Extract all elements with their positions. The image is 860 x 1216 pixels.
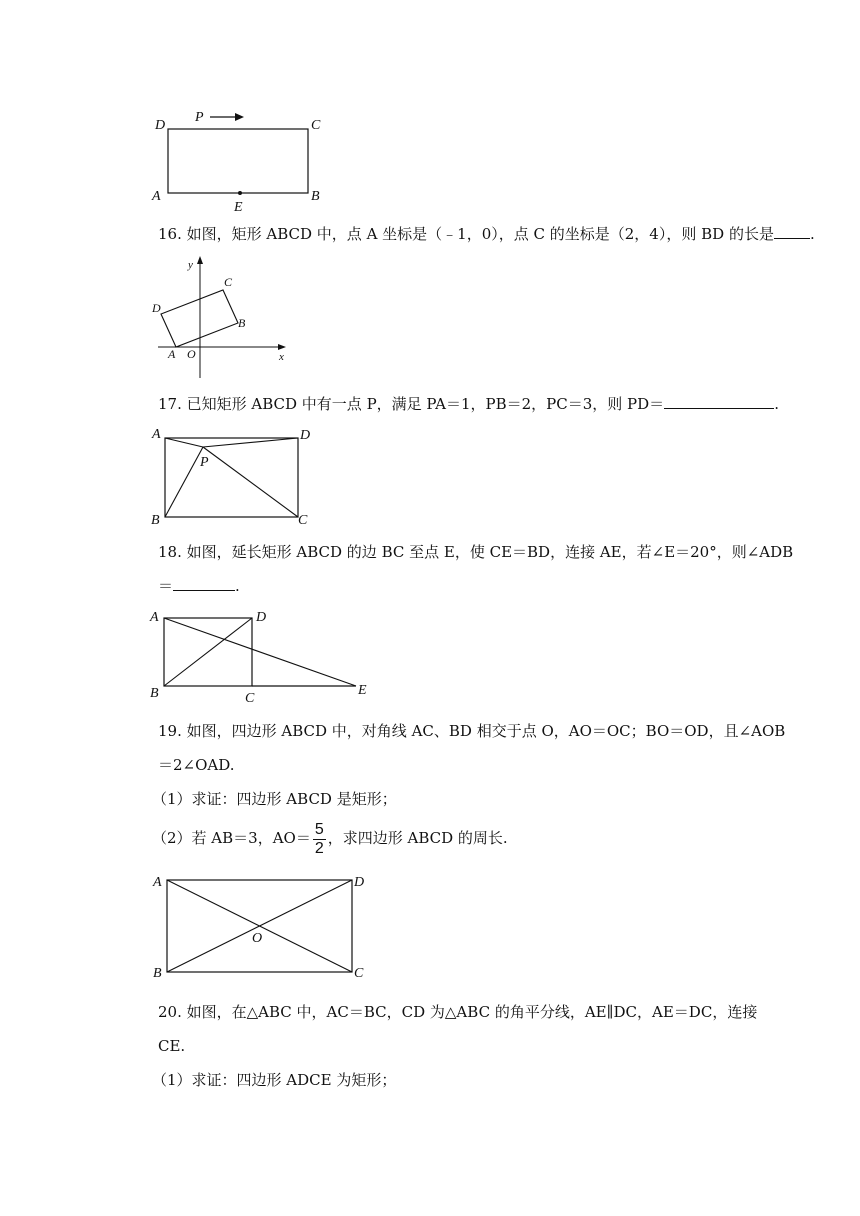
label-b: B: [311, 189, 320, 204]
label-e: E: [234, 200, 243, 215]
segment-pc: [203, 447, 298, 517]
fraction-5-over-2: [313, 821, 326, 858]
label-a: A: [152, 427, 161, 442]
answer-blank-17: [664, 394, 774, 409]
label-d: D: [155, 118, 166, 133]
answer-blank-18: [173, 576, 235, 591]
question-17-end: .: [774, 395, 779, 413]
question-19-part-1: [152, 789, 397, 809]
label-a: A: [150, 610, 159, 625]
question-19-part-2-suffix: ，求四边形 ABCD 的周长.: [327, 829, 508, 847]
question-16-text: 16. 如图，矩形 ABCD 中，点 A 坐标是（﹣1，0），点 C 的坐标是（2，4），则 BD 的长是: [158, 225, 774, 243]
segment-bd: [164, 618, 252, 686]
label-c: C: [245, 691, 255, 706]
figure-q17: [148, 423, 328, 533]
question-18-text: 18. 如图，延长矩形 ABCD 的边 BC 至点 E，使 CE＝BD，连接 AE，若∠E＝20°，则∠ADB: [158, 543, 794, 561]
label-b: B: [238, 316, 246, 330]
question-19-line-2: [158, 755, 235, 775]
arrow-head-icon: [235, 113, 244, 121]
question-20-line-1: [158, 1002, 757, 1022]
figure-q15: [148, 105, 348, 215]
label-a: A: [168, 347, 176, 361]
label-d: D: [354, 875, 365, 890]
figure-q18: [146, 606, 386, 706]
label-b: B: [151, 513, 160, 528]
question-16: [158, 224, 815, 244]
question-18-line-1: [158, 542, 793, 562]
fraction-denominator: 2: [314, 839, 324, 857]
question-19-text: 19. 如图，四边形 ABCD 中，对角线 AC、BD 相交于点 O，AO＝OC；BO＝OD，且∠AOB: [158, 722, 786, 740]
question-20-part-1-text: （1）求证：四边形 ADCE 为矩形；: [152, 1071, 397, 1089]
label-c: C: [311, 118, 321, 133]
label-c: C: [224, 275, 233, 289]
x-axis-arrow-icon: [278, 344, 286, 350]
rectangle-abcd: [168, 129, 308, 193]
answer-blank-16: [774, 224, 810, 239]
question-16-end: .: [809, 225, 815, 243]
fraction-numerator: 5: [314, 820, 324, 838]
question-19-text-2: ＝2∠OAD.: [158, 756, 235, 774]
question-19-part-2-prefix: （2）若 AB＝3，AO＝: [152, 829, 311, 847]
label-b: B: [153, 966, 162, 981]
label-d: D: [256, 610, 267, 625]
label-p: P: [200, 455, 209, 470]
label-d: D: [300, 428, 311, 443]
point-e: [238, 191, 242, 195]
question-17-text: 17. 已知矩形 ABCD 中有一点 P，满足 PA＝1，PB＝2，PC＝3，则 PD＝: [158, 395, 665, 413]
label-a: A: [152, 189, 161, 204]
label-b: B: [150, 686, 159, 701]
figure-q16: [148, 250, 298, 385]
question-20-text-2: CE.: [158, 1037, 186, 1055]
question-20-text: 20. 如图，在△ABC 中，AC＝BC，CD 为△ABC 的角平分线，AE∥DC，AE＝DC，连接: [158, 1003, 758, 1021]
question-17: [158, 394, 779, 414]
question-20-part-1: [152, 1070, 396, 1090]
y-axis-arrow-icon: [197, 256, 203, 264]
question-19-line-1: [158, 721, 785, 741]
rectangle-abcd: [165, 438, 298, 517]
label-a: A: [153, 875, 162, 890]
question-18-end: .: [235, 577, 240, 595]
question-20-line-2: [158, 1036, 185, 1056]
question-18-line-2: [158, 576, 240, 596]
question-19-part-2: [152, 818, 508, 858]
label-o: O: [252, 931, 263, 946]
figure-q19: [148, 866, 378, 984]
label-o: O: [187, 347, 196, 361]
label-c: C: [298, 513, 308, 528]
segment-pd: [203, 438, 298, 447]
segment-pa: [165, 438, 203, 447]
label-d: D: [152, 301, 161, 315]
label-p: P: [195, 110, 204, 125]
segment-ae: [164, 618, 356, 686]
label-y: y: [188, 259, 193, 271]
segment-pb: [165, 447, 203, 517]
label-e: E: [358, 683, 367, 698]
question-19-part-1-text: （1）求证：四边形 ABCD 是矩形；: [152, 790, 397, 808]
question-18-prefix: ＝: [158, 577, 174, 595]
label-c: C: [354, 966, 364, 981]
label-x: x: [279, 351, 284, 363]
